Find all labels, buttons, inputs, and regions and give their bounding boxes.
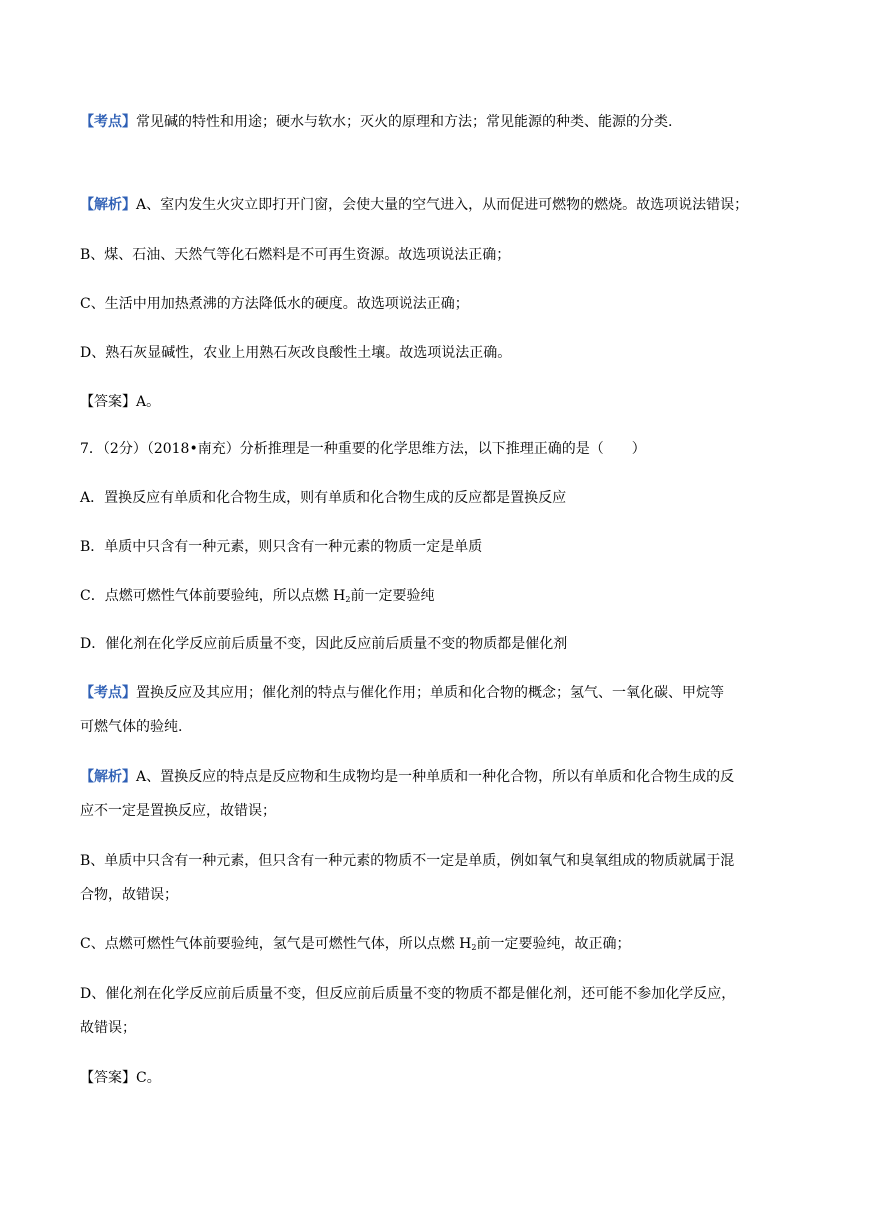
jiexi-tag: 【解析】: [80, 197, 136, 213]
option-c-text: C．点燃可燃性气体前要验纯，所以点燃 H: [80, 588, 346, 604]
kaodian-text: 常见碱的特性和用途；硬水与软水；灭火的原理和方法；常见能源的种类、能源的分类.: [136, 114, 673, 130]
jiexi2-tag: 【解析】: [80, 769, 136, 785]
answer2-line: [80, 1068, 800, 1088]
kaodian-line: [80, 112, 800, 132]
option-c-subscript: 2: [345, 595, 351, 604]
jiexi2-text-c-end: 前一定要验纯，故正确；: [476, 936, 631, 952]
jiexi2-text-a1: A、置换反应的特点是反应物和生成物均是一种单质和一种化合物，所以有单质和化合物生成的反: [136, 769, 735, 785]
jiexi-line-a: [80, 195, 800, 215]
option-c: [80, 586, 800, 606]
jiexi2-line-b1: B、单质中只含有一种元素，但只含有一种元素的物质不一定是单质，例如氧气和臭氧组成的物质就属于混: [80, 853, 735, 869]
kaodian2-line-2: 可燃气体的验纯.: [80, 719, 183, 735]
jiexi-text-a: A、室内发生火灾立即打开门窗，会使大量的空气进入，从而促进可燃物的燃烧。故选项说法错误；: [136, 197, 749, 213]
jiexi2-line-d1: D、催化剂在化学反应前后质量不变，但反应前后质量不变的物质不都是催化剂，还可能不参加化学反应，: [80, 986, 736, 1002]
jiexi2-subscript: 2: [471, 943, 477, 952]
option-a: A．置换反应有单质和化合物生成，则有单质和化合物生成的反应都是置换反应: [80, 490, 567, 506]
jiexi2-text-c: C、点燃可燃性气体前要验纯，氢气是可燃性气体，所以点燃 H: [80, 936, 472, 952]
kaodian2-line-1: [80, 683, 800, 703]
jiexi2-line-d2: 故错误；: [80, 1020, 136, 1036]
kaodian2-tag: 【考点】: [80, 685, 136, 701]
jiexi-line-c: C、生活中用加热煮沸的方法降低水的硬度。故选项说法正确；: [80, 296, 469, 312]
jiexi2-line-c: [80, 934, 800, 954]
jiexi-line-d: D、熟石灰显碱性，农业上用熟石灰改良酸性土壤。故选项说法正确。: [80, 345, 512, 361]
option-c-text-end: 前一定要验纯: [350, 588, 435, 604]
answer2-tag: 【答案】: [80, 1070, 136, 1086]
answer2-text: C。: [136, 1070, 161, 1086]
answer-tag: 【答案】: [80, 394, 136, 410]
option-d: D．催化剂在化学反应前后质量不变，因此反应前后质量不变的物质都是催化剂: [80, 636, 568, 652]
question-stem: 7．（2分）（2018•南充）分析推理是一种重要的化学思维方法，以下推理正确的是（ ）: [80, 441, 646, 457]
jiexi2-line-b2: 合物，故错误；: [80, 887, 178, 903]
answer-line: [80, 392, 800, 412]
kaodian-tag: 【考点】: [80, 114, 136, 130]
jiexi2-line-a1: [80, 767, 800, 787]
kaodian2-text-1: 置换反应及其应用；催化剂的特点与催化作用；单质和化合物的概念；氢气、一氧化碳、甲烷等: [136, 685, 724, 701]
answer-text: A。: [136, 394, 161, 410]
option-b: B．单质中只含有一种元素，则只含有一种元素的物质一定是单质: [80, 539, 483, 555]
jiexi-line-b: B、煤、石油、天然气等化石燃料是不可再生资源。故选项说法正确；: [80, 247, 511, 263]
jiexi2-line-a2: 应不一定是置换反应，故错误；: [80, 803, 276, 819]
